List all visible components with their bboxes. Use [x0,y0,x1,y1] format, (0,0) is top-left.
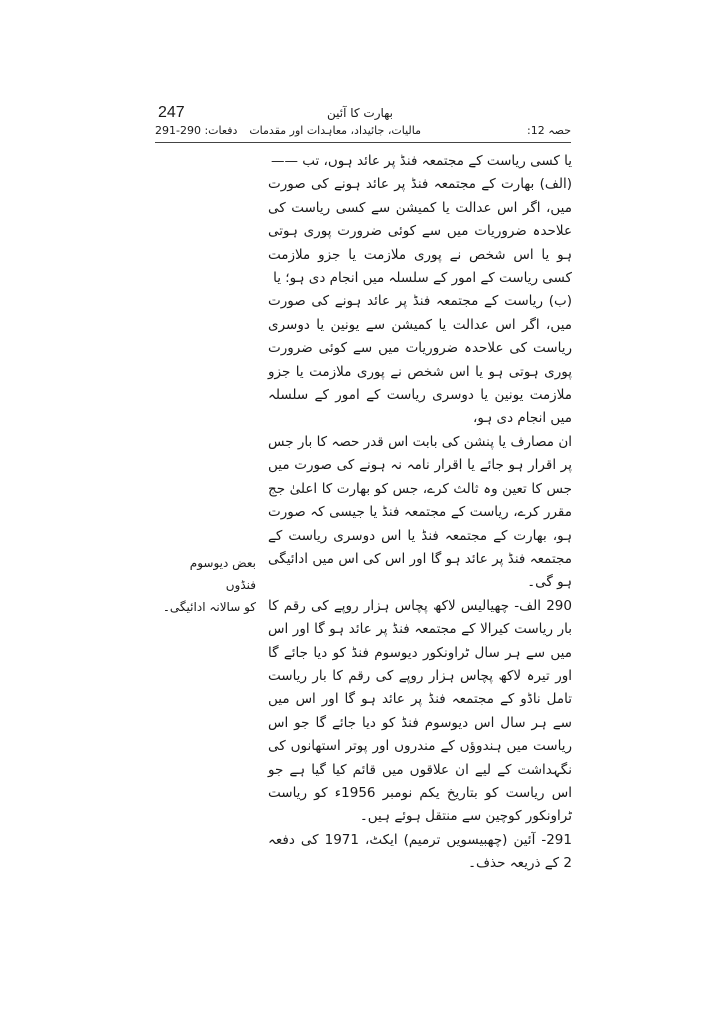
header-topic: مالیات، جائیداد، معاہدات اور مقدمات [249,124,421,137]
paragraph-clause-b: (ب) ریاست کے مجتمعہ فنڈ پر عائد ہونے کی صورت میں، اگر اس عدالت یا کمیشن سے یونین یا دوسری ریاست کی علاحدہ ضروریات میں سے کوئی ضرورت پوری ہوتی ہو یا اس شخص نے پوری ملازمت یا جزو ملازمت یونین یا دوسری ریاست کے امور کے سلسلہ میں انجام دی ہو، [268,293,572,427]
header-part: حصہ 12: [527,124,571,137]
header-sections: دفعات: 290-291 [155,124,238,137]
header-divider [155,142,571,143]
marginal-note-line-2: کو سالانہ ادائیگی۔ [162,600,256,614]
paragraph-intro: یا کسی ریاست کے مجتمعہ فنڈ پر عائد ہوں، تب —— [270,153,572,169]
running-header [155,124,571,140]
running-title: بھارت کا آئین [326,106,394,120]
main-text [268,150,572,876]
paragraph-proviso: ان مصارف یا پنشن کی بابت اس قدر حصہ کا بار جس پر اقرار ہو جائے یا اقرار نامہ نہ ہونے کی صورت میں جس کا تعین وہ ثالث کرے، جس کو بھارت کا اعلیٰ جج مقرر کرے، ریاست کے مجتمعہ فنڈ یا جیسی کہ صورت ہو، بھارت کے مجتمعہ فنڈ یا اس دوسری ریاست کے مجتمعہ فنڈ پر عائد ہو گا اور اس کی اس میں ادائیگی ہو گی۔ [268,433,572,591]
marginal-note-line-1: بعض دیوسوم فنڈوں [189,556,256,592]
paragraph-section-291: 291- آئین (چھبیسویں ترمیم) ایکٹ، 1971 کی دفعہ 2 کے ذریعہ حذف۔ [268,831,572,872]
page-number: 247 [158,104,185,121]
marginal-note [160,552,256,618]
paragraph-clause-a: (الف) بھارت کے مجتمعہ فنڈ پر عائد ہونے کی صورت میں، اگر اس عدالت یا کمیشن سے کسی ریاست کی علاحدہ ضروریات میں سے کوئی ضرورت پوری ہوتی ہو یا اس شخص نے پوری ملازمت یا جزو ملازمت کسی ریاست کے امور کے سلسلہ میں انجام دی ہو؛ یا [268,176,572,287]
paragraph-section-290a: 290 الف- چھیالیس لاکھ پچاس ہزار روپے کی رقم کا بار ریاست کیرالا کے مجتمعہ فنڈ پر عائد ہو گا اور اس میں سے ہر سال ٹراونکور دیوسوم فنڈ کو دیا جائے گا اور تیرہ لاکھ پچاس ہزار روپے کی رقم کا بار ریاست تامل ناڈو کے مجتمعہ فنڈ پر عائد ہو گا اور اس میں سے ہر سال اس دیوسوم فنڈ کو دیا جائے گا جو اس ریاست میں ہندوؤں کے مندروں اور پوتر استھانوں کی نگہداشت کے لیے ان علاقوں میں قائم کیا گیا ہے جو اس ریاست کو بتاریخ یکم نومبر 1956ء کو ریاست ٹراونکور کوچین سے منتقل ہوئے ہیں۔ [268,597,572,825]
